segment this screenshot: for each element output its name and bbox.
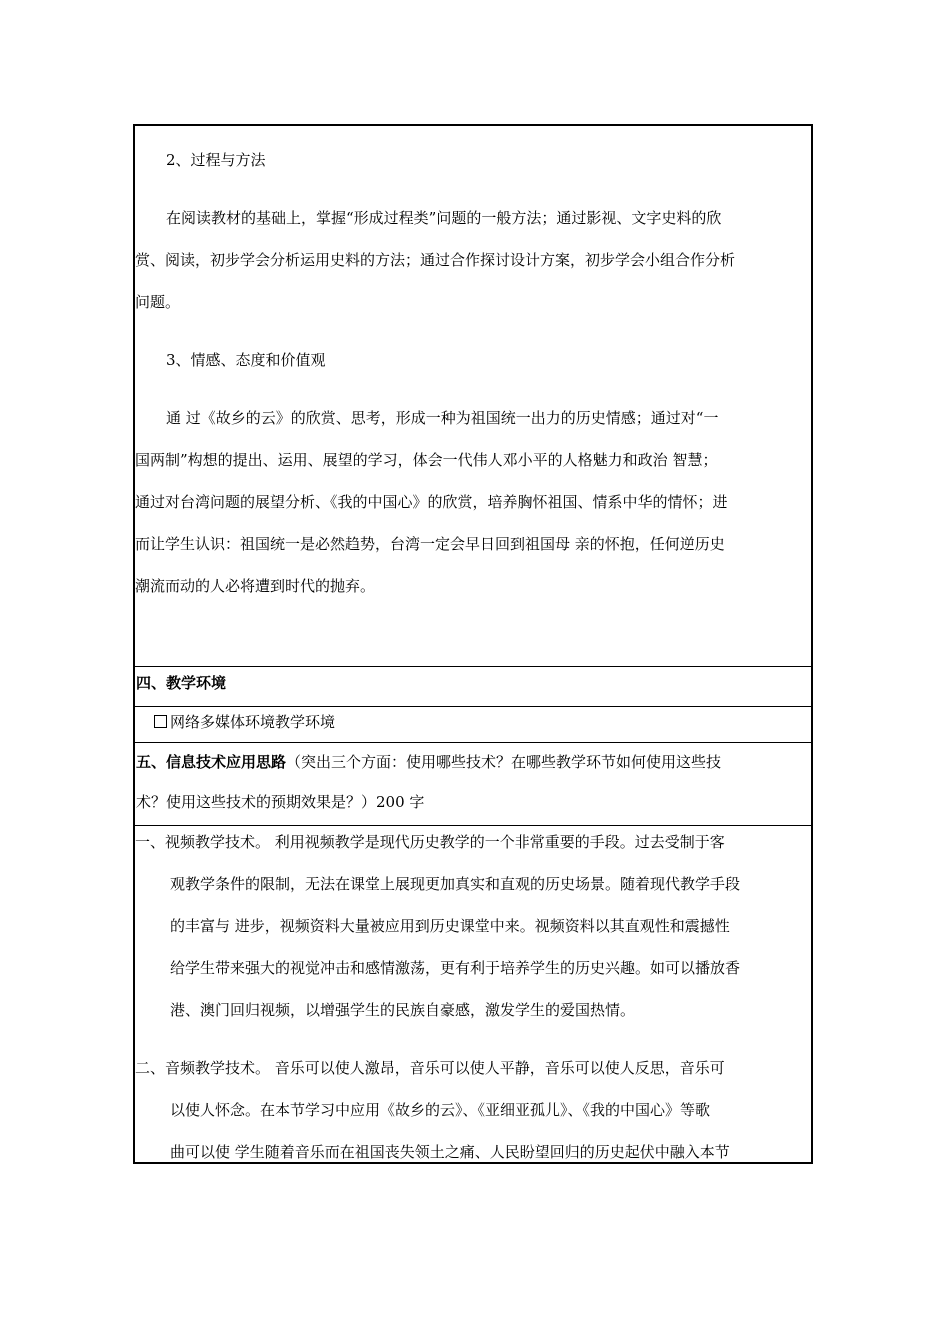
row-divider (133, 666, 813, 667)
ict-heading-title: 五、信息技术应用思路 (136, 753, 287, 771)
section3-line-5: 潮流而动的人必将遭到时代的抛弃。 (135, 577, 376, 595)
ict-heading-line-2: 术？使用这些技术的预期效果是？）200 字 (136, 793, 425, 811)
item2-line-2: 以使人怀念。在本节学习中应用《故乡的云》、《亚细亚孤儿》、《我的中国心》等歌 (170, 1101, 711, 1119)
section3-line-2: 国两制”构想的提出、运用、展望的学习，体会一代伟人邓小平的人格魅力和政治 智慧； (135, 451, 718, 469)
section3-line-1: 通 过《故乡的云》的欣赏、思考，形成一种为祖国统一出力的历史情感；通过对“一 (166, 409, 719, 427)
item1-line-4: 给学生带来强大的视觉冲击和感情激荡，更有利于培养学生的历史兴趣。如可以播放香 (170, 959, 741, 977)
section3-line-3: 通过对台湾问题的展望分析、《我的中国心》的欣赏，培养胸怀祖国、情系中华的情怀；进 (135, 493, 728, 511)
section2-line-3: 问题。 (135, 293, 181, 311)
environment-option-label: 网络多媒体环境教学环境 (170, 713, 336, 731)
item2-line-1: 二、音频教学技术。 音乐可以使人激昂，音乐可以使人平静，音乐可以使人反思，音乐可 (135, 1059, 725, 1077)
ict-heading-note: （突出三个方面：使用哪些技术？在哪些教学环节如何使用这些技 (286, 753, 722, 771)
section2-line-2: 赏、阅读，初步学会分析运用史料的方法；通过合作探讨设计方案，初步学会小组合作分析 (135, 251, 736, 269)
item1-line-3: 的丰富与 进步，视频资料大量被应用到历史课堂中来。视频资料以其直观性和震撼性 (170, 917, 730, 935)
environment-option (154, 715, 335, 730)
row-divider (133, 706, 813, 707)
ict-heading (136, 755, 721, 770)
section3-heading: 3、情感、态度和价值观 (166, 351, 326, 369)
row-divider (133, 742, 813, 743)
section3-line-4: 而让学生认识：祖国统一是必然趋势，台湾一定会早日回到祖国母 亲的怀抱，任何逆历史 (135, 535, 725, 553)
environment-heading: 四、教学环境 (136, 674, 227, 692)
item1-line-2: 观教学条件的限制，无法在课堂上展现更加真实和直观的历史场景。随着现代教学手段 (170, 875, 741, 893)
checkbox-icon[interactable] (154, 715, 167, 728)
section2-line-1: 在阅读教材的基础上，掌握“形成过程类”问题的一般方法；通过影视、文字史料的欣 (166, 209, 722, 227)
row-divider (133, 825, 813, 826)
item2-line-3: 曲可以使 学生随着音乐而在祖国丧失领土之痛、人民盼望回归的历史起伏中融入本节 (170, 1143, 730, 1161)
section2-heading: 2、过程与方法 (166, 151, 266, 169)
item1-line-5: 港、澳门回归视频，以增强学生的民族自豪感，激发学生的爱国热情。 (170, 1001, 636, 1019)
item1-line-1: 一、视频教学技术。 利用视频教学是现代历史教学的一个非常重要的手段。过去受制于客 (135, 833, 725, 851)
